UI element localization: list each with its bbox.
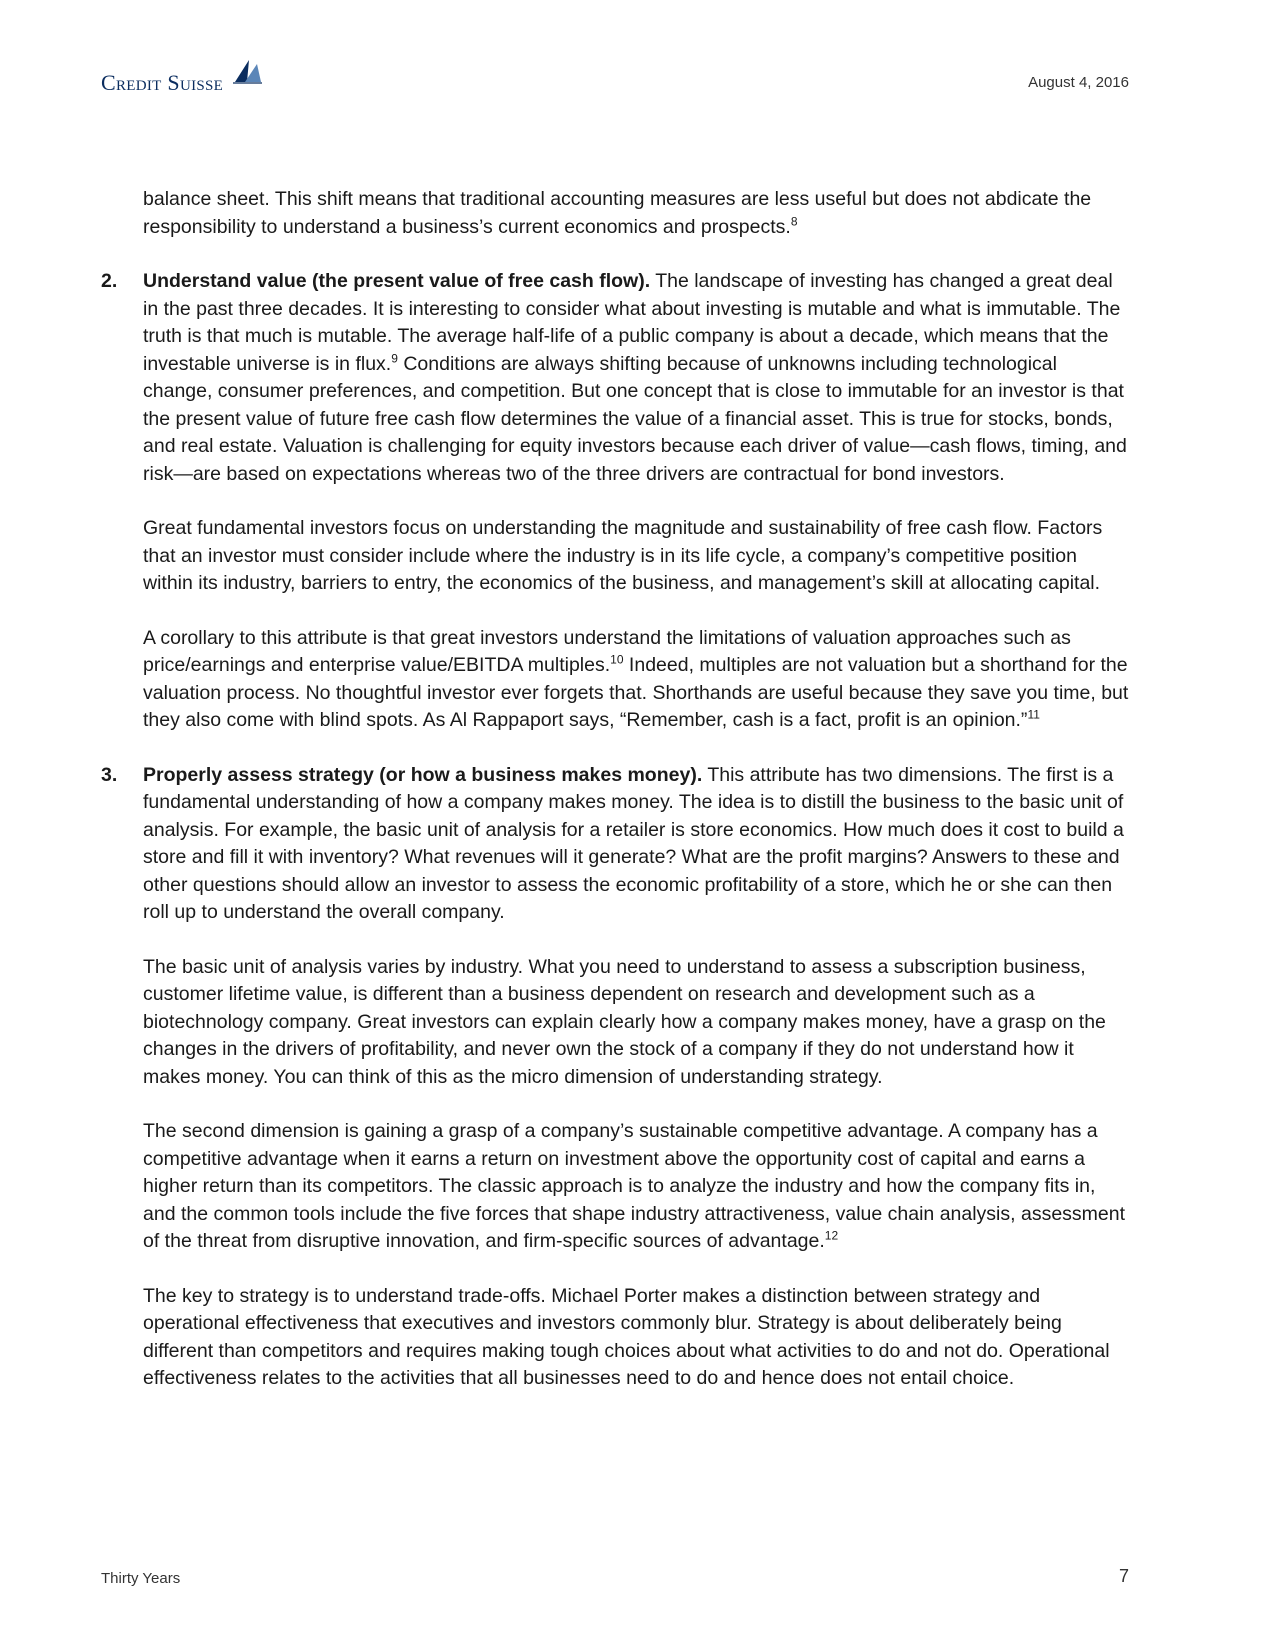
paragraph-text: A corollary to this attribute is that great investors understand the limitations of valuation approaches such as price/earnings and enterprise value/EBITDA multiples. (143, 626, 1071, 676)
page-number: 7 (1118, 1566, 1129, 1586)
sails-logo-icon (231, 58, 263, 84)
paragraph-corollary (101, 625, 1131, 735)
paragraph-balance-sheet (101, 186, 1131, 241)
numbered-item-3 (101, 762, 1131, 927)
footnote-marker: 12 (824, 1228, 839, 1243)
footnote-marker: 11 (1027, 707, 1040, 722)
item-title: Understand value (the present value of free cash flow). (143, 270, 651, 292)
paragraph-key-strategy: The key to strategy is to understand trade-offs. Michael Porter makes a distinction between strategy and operational effectiveness that executives and investors commonly blur. Strategy is about deliberately being different than competitors and requires making tough choices about what activities to do and not do. Operational effectiveness relates to the activities that all businesses need to do and hence does not entail choice. (143, 1284, 1110, 1389)
paragraph-text: balance sheet. This shift means that traditional accounting measures are less useful but does not abdicate the responsibility to understand a business’s current economics and prospects. (143, 188, 1092, 238)
item-number: 2. (101, 270, 118, 292)
footer-title: Thirty Years (101, 1570, 181, 1587)
item-text: This attribute has two dimensions. The first is a fundamental understanding of how a company makes money. The idea is to distill the business to the basic unit of analysis. For example, the basic unit of analysis for a retailer is store economics. How much does it cost to build a store and fill it with inventory? What revenues will it generate? What are the profit margins? Answers to these and other questions should allow an investor to assess the economic profitability of a store, which he or she can then roll up to understand the overall company. (143, 763, 1124, 923)
footnote-marker: 8 (790, 214, 798, 228)
item-title: Properly assess strategy (or how a business makes money). (143, 763, 703, 786)
logo-wordmark: Credit Suisse (101, 70, 224, 95)
paragraph-basic-unit: The basic unit of analysis varies by industry. What you need to understand to assess a subscription business, customer lifetime value, is different than a business dependent on research and development such as a biotechnology company. Great investors can explain clearly how a company makes money, have a grasp on the changes in the drivers of profitability, and never own the stock of a company if they do not understand how it makes money. You can think of this as the micro dimension of understanding strategy. (143, 955, 1106, 1088)
paragraph-text: The second dimension is gaining a grasp of a company’s sustainable competitive advantage. A company has a competitive advantage when it earns a return on investment above the opportunity cost of capital and earns a higher return than its competitors. The classic approach is to analyze the industry and how the company fits in, and the common tools include the five forces that shape industry attractiveness, value chain analysis, assessment of the threat from disruptive innovation, and firm-specific sources of advantage. (143, 1120, 1126, 1252)
document-body (101, 186, 1131, 1420)
item-text: The landscape of investing has changed a great deal in the past three decades. It is interesting to consider what about investing is mutable and what is immutable. The truth is that much is mutable. The average half-life of a public company is about a decade, which means that the investable universe is in flux. (143, 270, 1121, 375)
paragraph-text: Indeed, multiples are not valuation but a shorthand for the valuation process. No thoughtful investor ever forgets that. Shorthands are useful because they save you time, but they also come with blind spots. As Al Rappaport says, “Remember, cash is a fact, profit is an opinion.” (143, 654, 1129, 731)
footnote-marker: 10 (610, 652, 624, 667)
credit-suisse-logo (101, 58, 261, 94)
paragraph-second-dimension (101, 1118, 1131, 1256)
footnote-marker: 9 (391, 351, 398, 365)
item-text: Conditions are always shifting because of unknowns including technological change, consumer preferences, and competition. But one concept that is close to immutable for an investor is that the present value of future free cash flow determines the value of a financial asset. This is true for stocks, bonds, and real estate. Valuation is challenging for equity investors because each driver of value—cash flows, timing, and risk—are based on expectations whereas two of the three drivers are contractual for bond investors. (143, 352, 1127, 485)
paragraph-fundamental-investors: Great fundamental investors focus on understanding the magnitude and sustainability of free cash flow. Factors that an investor must consider include where the industry is in its life cycle, a company’s competitive position within its industry, barriers to entry, the economics of the business, and management’s skill at allocating capital. (143, 517, 1103, 594)
numbered-item-2 (101, 268, 1131, 488)
header-date: August 4, 2016 (1028, 74, 1129, 91)
item-number: 3. (101, 763, 118, 786)
